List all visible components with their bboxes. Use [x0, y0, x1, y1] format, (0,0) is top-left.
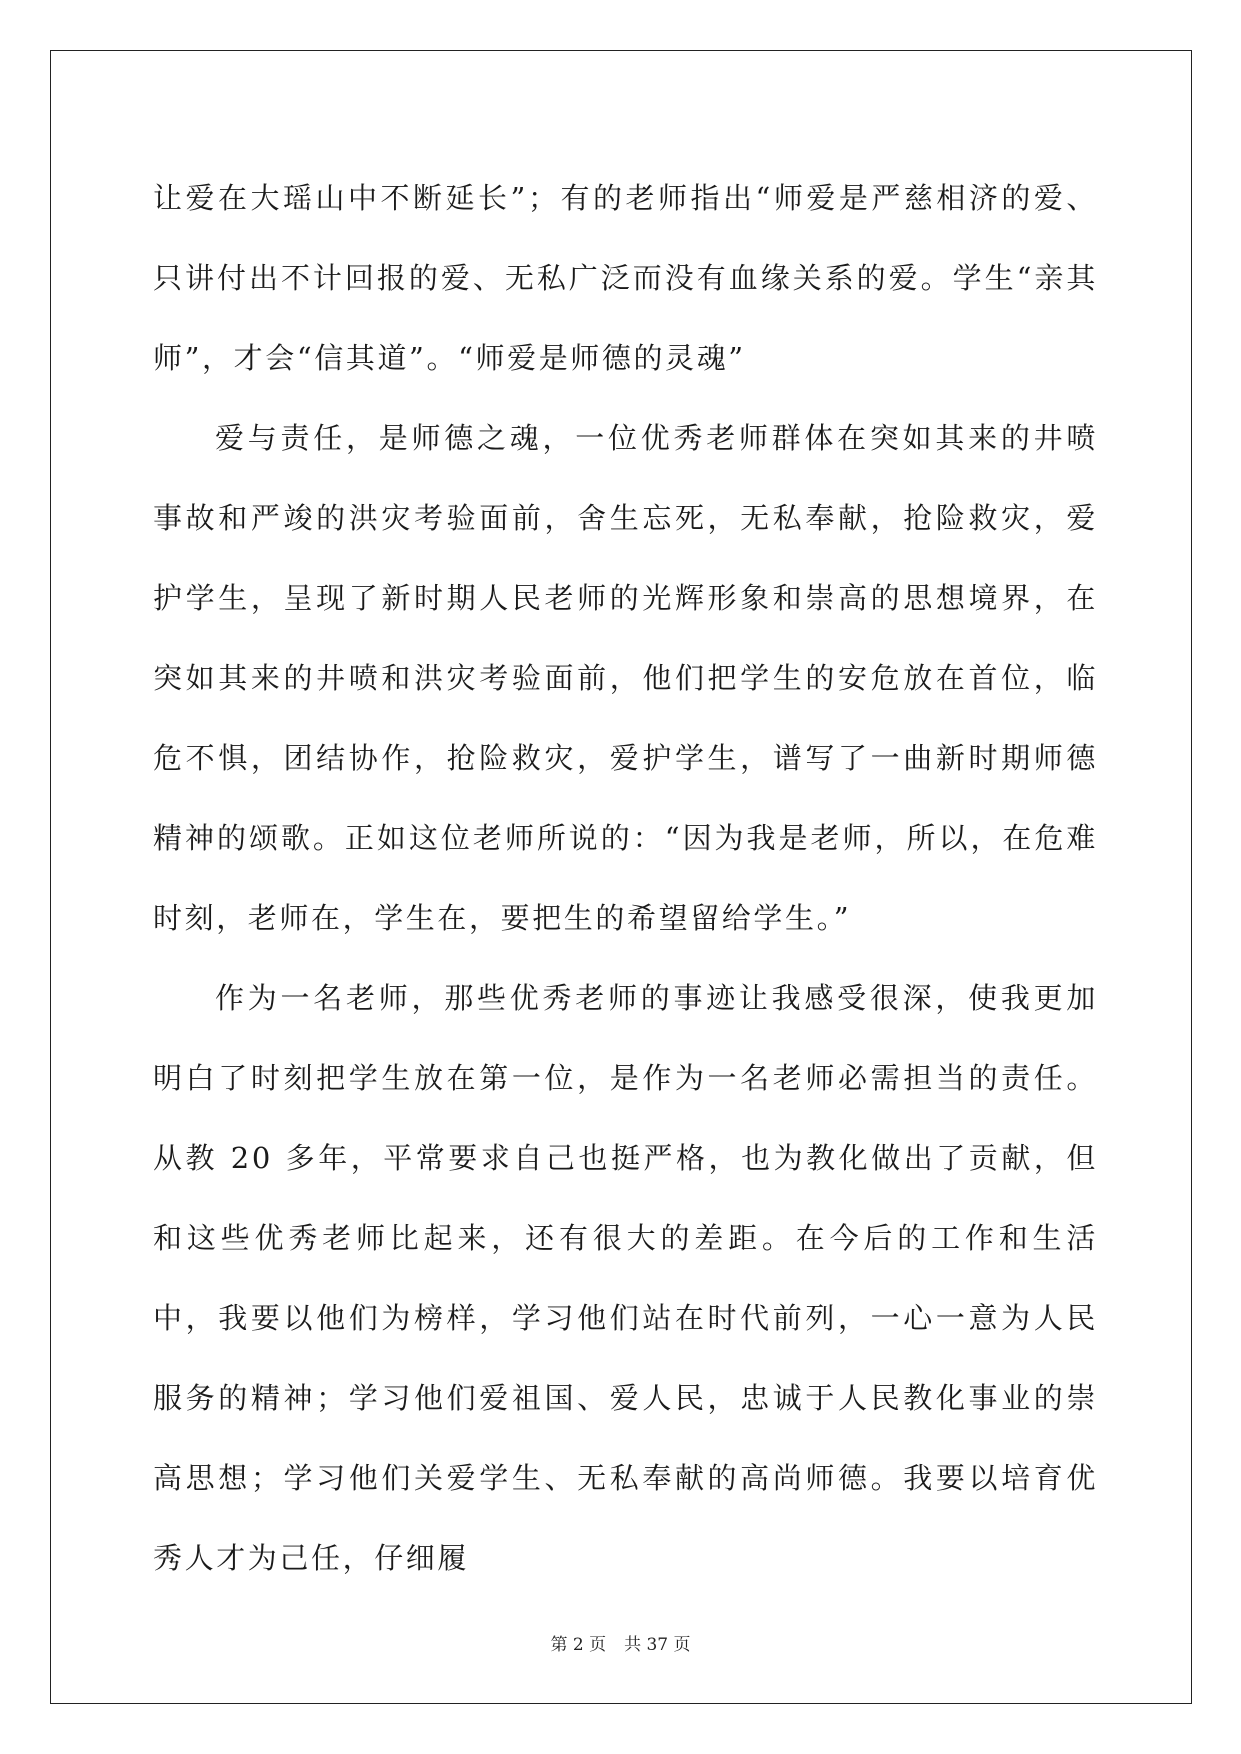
- page-total: 共 37 页: [624, 1635, 691, 1655]
- paragraph-3: 作为一名老师，那些优秀老师的事迹让我感受很深，使我更加明白了时刻把学生放在第一位，是作为一名老师必需担当的责任。从教 20 多年，平常要求自己也挺严格，也为教化做出了贡献，但和这些优秀老师比起来，还有很大的差距。在今后的工作和生活中，我要以他们为榜样，学习他们站在时代前列，一心一意为人民服务的精神；学习他们爱祖国、爱人民，忠诚于人民教化事业的崇高思想；学习他们关爱学生、无私奉献的高尚师德。我要以培育优秀人才为己任，仔细履: [153, 981, 1098, 1575]
- document-body: [153, 158, 1098, 1598]
- page-footer: [0, 1630, 1241, 1655]
- page-number: 第 2 页: [550, 1635, 607, 1655]
- paragraph-1: 让爱在大瑶山中不断延长”；有的老师指出“师爱是严慈相济的爱、只讲付出不计回报的爱、无私广泛而没有血缘关系的爱。学生“亲其师”，才会“信其道”。“师爱是师德的灵魂”: [153, 181, 1098, 375]
- paragraph-2: 爱与责任，是师德之魂，一位优秀老师群体在突如其来的井喷事故和严竣的洪灾考验面前，舍生忘死，无私奉献，抢险救灾，爱护学生，呈现了新时期人民老师的光辉形象和崇高的思想境界，在突如其来的井喷和洪灾考验面前，他们把学生的安危放在首位，临危不惧，团结协作，抢险救灾，爱护学生，谱写了一曲新时期师德精神的颂歌。正如这位老师所说的：“因为我是老师，所以，在危难时刻，老师在，学生在，要把生的希望留给学生。”: [153, 421, 1098, 935]
